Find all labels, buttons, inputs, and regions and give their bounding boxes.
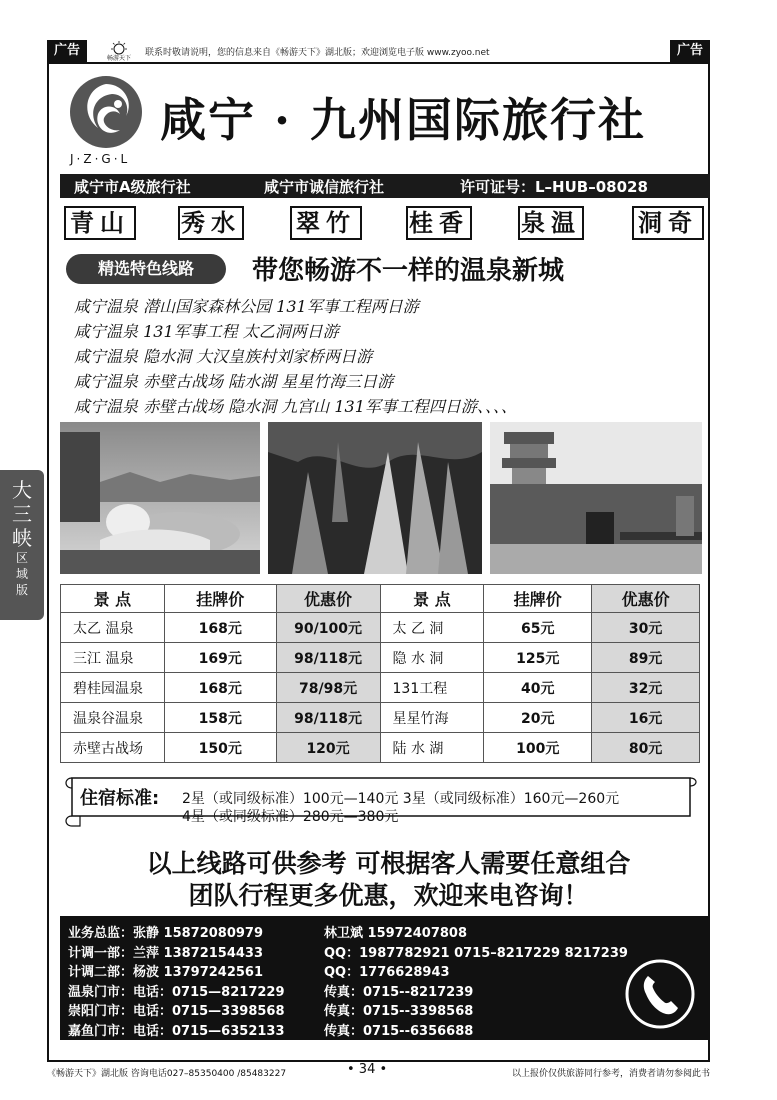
table-row xyxy=(61,613,700,643)
table-cell: 三江 温泉 xyxy=(61,643,165,673)
accommodation-label: 住宿标准: xyxy=(80,788,160,809)
cta-line-2: 团队行程更多优惠，欢迎来电咨询！ xyxy=(188,881,589,910)
keyword-bamboo: 翠竹 xyxy=(290,206,362,240)
accommodation-line-2: 4星（或同级标准）280元—380元 xyxy=(182,809,399,825)
featured-routes-badge: 精选特色线路 xyxy=(66,254,226,284)
table-cell: 169元 xyxy=(164,643,276,673)
footer-disclaimer: 以上报价仅供旅游同行参考，消费者请勿参阅此书 xyxy=(511,1069,710,1079)
column-header: 挂牌价 xyxy=(484,585,592,613)
table-cell: 98/118元 xyxy=(276,643,380,673)
contact-entry: QQ：1776628943 xyxy=(324,965,450,980)
table-cell: 78/98元 xyxy=(276,673,380,703)
keyword-water: 秀水 xyxy=(178,206,244,240)
route-item: 咸宁温泉 潜山国家森林公园 131军事工程两日游 xyxy=(74,297,419,316)
tab-big-3: 峡 xyxy=(12,526,32,550)
table-cell: 168元 xyxy=(164,613,276,643)
route-item: 咸宁温泉 赤壁古战场 隐水洞 九宫山 131军事工程四日游、、、、 xyxy=(74,397,517,416)
keyword-cave: 洞奇 xyxy=(632,206,704,240)
table-row xyxy=(61,733,700,763)
cave-photo xyxy=(268,422,482,574)
table-cell: 温泉谷温泉 xyxy=(61,703,165,733)
contact-entry: QQ：1987782921 0715–8217229 8217239 xyxy=(324,945,628,961)
table-cell: 16元 xyxy=(592,703,700,733)
logo-letters: J·Z·G·L xyxy=(70,152,131,166)
agency-header xyxy=(60,70,700,170)
table-cell: 89元 xyxy=(592,643,700,673)
contact-entry: 业务总监：张静 15872080979 xyxy=(68,926,264,941)
route-item: 咸宁温泉 赤壁古战场 陆水湖 星星竹海三日游 xyxy=(74,372,394,391)
table-cell: 98/118元 xyxy=(276,703,380,733)
table-cell: 20元 xyxy=(484,703,592,733)
column-header: 优惠价 xyxy=(592,585,700,613)
page-number: • 34 • xyxy=(347,1062,388,1077)
keyword-osmanthus: 桂香 xyxy=(406,206,472,240)
table-cell: 80元 xyxy=(592,733,700,763)
routes-slogan: 带您畅游不一样的温泉新城 xyxy=(252,256,565,286)
cta-line-1: 以上线路可供参考 可根据客人需要任意组合 xyxy=(146,849,631,878)
contact-entry: 传真：0715--3398568 xyxy=(324,1004,474,1019)
tab-big-2: 三 xyxy=(12,502,32,526)
table-row xyxy=(61,703,700,733)
column-header: 优惠价 xyxy=(276,585,380,613)
ad-label-left: 广告 xyxy=(47,40,87,62)
column-header: 景 点 xyxy=(380,585,484,613)
route-item: 咸宁温泉 隐水洞 大汉皇族村刘家桥两日游 xyxy=(74,347,373,366)
table-cell: 120元 xyxy=(276,733,380,763)
keyword-mountain: 青山 xyxy=(64,206,136,240)
table-cell: 陆 水 湖 xyxy=(380,733,484,763)
contact-entry: 传真：0715--6356688 xyxy=(324,1023,474,1039)
table-cell: 168元 xyxy=(164,673,276,703)
agency-logo xyxy=(68,74,144,150)
table-cell: 太 乙 洞 xyxy=(380,613,484,643)
regional-edition-tab xyxy=(0,470,44,620)
table-cell: 90/100元 xyxy=(276,613,380,643)
contact-panel xyxy=(60,916,710,1040)
ad-label-right: 广告 xyxy=(670,40,710,62)
license-number: 许可证号：L–HUB–08028 xyxy=(460,177,648,196)
top-bar xyxy=(47,40,710,62)
hot-spring-photo xyxy=(60,422,260,574)
contact-entry: 崇阳门市：电话：0715—3398568 xyxy=(68,1004,285,1019)
tab-big-1: 大 xyxy=(12,478,32,502)
table-row xyxy=(61,643,700,673)
column-header: 挂牌价 xyxy=(164,585,276,613)
contact-entry: 计调一部：兰萍 13872154433 xyxy=(68,945,264,961)
magazine-logo xyxy=(99,40,139,62)
table-cell: 65元 xyxy=(484,613,592,643)
price-table xyxy=(60,584,700,763)
table-cell: 32元 xyxy=(592,673,700,703)
table-cell: 158元 xyxy=(164,703,276,733)
column-header: 景 点 xyxy=(61,585,165,613)
ancient-battlefield-photo xyxy=(490,422,702,574)
agency-info-bar xyxy=(60,174,710,198)
table-cell: 隐 水 洞 xyxy=(380,643,484,673)
route-list xyxy=(74,294,694,419)
page-footer xyxy=(47,1062,710,1082)
integrity-badge: 咸宁市诚信旅行社 xyxy=(264,177,385,196)
contact-entry: 计调二部：杨波 13797242561 xyxy=(68,965,264,980)
table-cell: 太乙 温泉 xyxy=(61,613,165,643)
grade-badge: 咸宁市A级旅行社 xyxy=(74,177,191,196)
accommodation-line-1: 2星（或同级标准）100元—140元 3星（或同级标准）160元—260元 xyxy=(182,791,620,807)
table-cell: 40元 xyxy=(484,673,592,703)
keyword-spring: 泉温 xyxy=(518,206,584,240)
table-cell: 30元 xyxy=(592,613,700,643)
table-cell: 碧桂园温泉 xyxy=(61,673,165,703)
top-notice: 联系时敬请说明，您的信息来自《畅游天下》湖北版；欢迎浏览电子版 www.zyoo.net xyxy=(145,48,490,58)
table-cell: 星星竹海 xyxy=(380,703,484,733)
tab-small-2: 域 xyxy=(15,567,28,581)
contact-entry: 传真：0715--8217239 xyxy=(324,984,474,1000)
table-cell: 150元 xyxy=(164,733,276,763)
phone-icon xyxy=(624,958,696,1030)
magazine-logo-text: 畅游天下 xyxy=(106,55,132,62)
table-cell: 131工程 xyxy=(380,673,484,703)
table-cell: 赤壁古战场 xyxy=(61,733,165,763)
contact-entry: 温泉门市：电话：0715—8217229 xyxy=(68,984,285,1000)
tab-small-1: 区 xyxy=(15,551,28,565)
table-cell: 125元 xyxy=(484,643,592,673)
contact-entry: 嘉鱼门市：电话：0715—6352133 xyxy=(68,1023,285,1039)
table-cell: 100元 xyxy=(484,733,592,763)
agency-title: 咸宁 · 九州国际旅行社 xyxy=(160,93,647,147)
keyword-row xyxy=(60,206,710,242)
contact-entry: 林卫斌 15972407808 xyxy=(324,926,468,941)
tab-small-3: 版 xyxy=(15,583,28,597)
footer-left: 《畅游天下》湖北版 咨询电话027–85350400 /85483227 xyxy=(47,1069,287,1079)
table-row xyxy=(61,673,700,703)
route-item: 咸宁温泉 131军事工程 太乙洞两日游 xyxy=(74,322,339,341)
table-header-row xyxy=(61,585,700,613)
